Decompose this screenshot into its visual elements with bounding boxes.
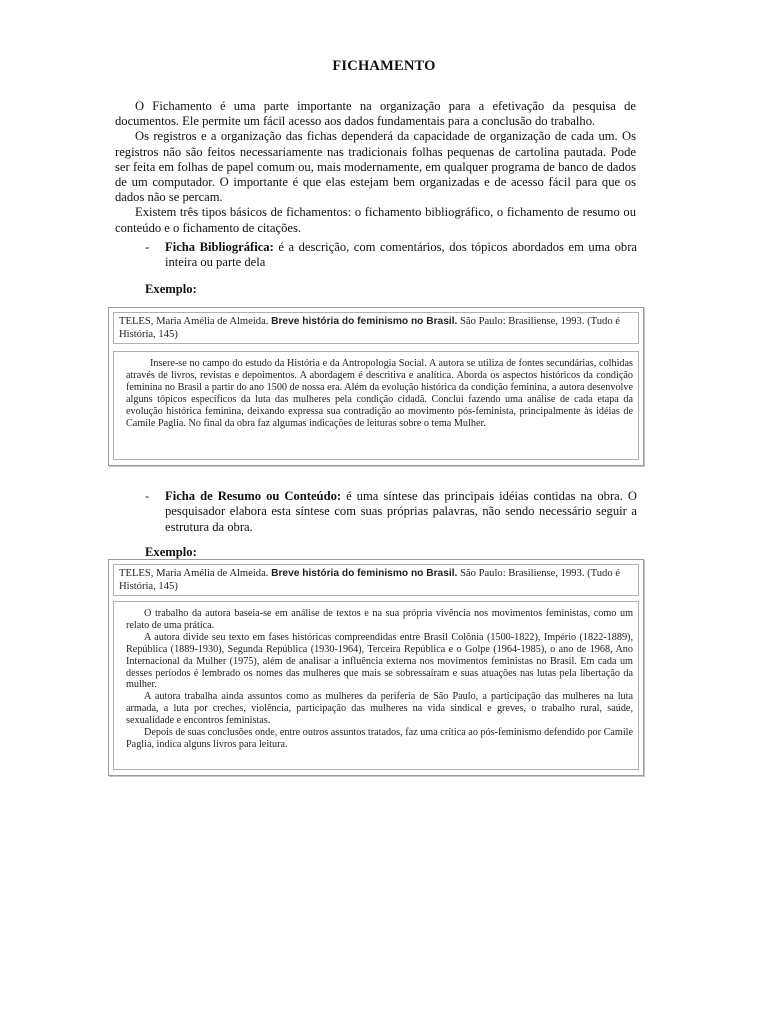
reference-title: Breve história do feminismo no Brasil. <box>271 568 458 579</box>
summary-paragraph: A autora trabalha ainda assuntos como as mulheres da periferia de São Paulo, a participação das mulheres na luta armada, a luta por creches, violência, participação das mulheres na vida sindical e greves, o trabalho rural, saúde, sexualidade e encontros feministas. <box>126 691 633 727</box>
page-title: FICHAMENTO <box>332 58 436 74</box>
reference-citation <box>113 564 639 596</box>
bullet-definition: é uma síntese das principais idéias contidas na obra. O pesquisador elabora esta síntese com suas próprias palavras, não sendo necessário seguir a estrutura da obra. <box>165 489 637 534</box>
summary-paragraph: A autora divide seu texto em fases históricas compreendidas entre Brasil Colônia (1500-1822), Império (1822-1889), República (1889-1930), Segunda República (1930-1964), Terceira República e o Golpe (1964-1985), o ano de 1968, Ano Internacional da Mulher (1975), além de analisar a influência externa nos movimentos feministas no Brasil. Em cada um desses períodos é lembrado os nomes das mulheres que mais se sobressaíram e suas atuações nas lutas pela libertação da mulher. <box>126 631 633 691</box>
summary-paragraph: O trabalho da autora baseia-se em análise de textos e na sua própria vivência nos movimentos feministas, como um relato de uma prática. <box>126 608 633 631</box>
example-label: Exemplo: <box>145 282 197 296</box>
intro-paragraph: O Fichamento é uma parte importante na organização para a efetivação da pesquisa de documentos. Ele permite um fácil acesso aos dados fundamentais para a conclusão do trabalho. <box>115 99 636 129</box>
intro-text <box>115 99 636 236</box>
bullet-dash: - <box>145 489 150 503</box>
bullet-definition: é a descrição, com comentários, dos tópicos abordados em uma obra inteira ou parte dela <box>165 240 637 270</box>
reference-citation <box>113 312 639 344</box>
bullet-term: Ficha de Resumo ou Conteúdo: <box>165 489 342 503</box>
summary-text <box>113 351 639 460</box>
bullet-text <box>165 240 637 271</box>
bullet-text <box>165 489 637 535</box>
intro-paragraph: Os registros e a organização das fichas dependerá da capacidade de organização de cada um. Os registros não são feitos necessariamente nas tradicionais folhas pequenas de cartolina pautada. Pode ser feita em folhas de papel comum ou, mais modernamente, em qualquer programa de banco de dados de um computador. O importante é que elas estejam bem organizadas e de acesso fácil para que os dados não se percam. <box>115 129 636 205</box>
example-label: Exemplo: <box>145 545 197 559</box>
reference-author: TELES, Maria Amélia de Almeida. <box>119 316 272 327</box>
summary-paragraph: Insere-se no campo do estudo da História e da Antropologia Social. A autora se utiliza de fontes secundárias, colhidas através de livros, revistas e depoimentos. A abordagem é descritiva e analítica. Aborda os aspectos históricos da condição feminina no Brasil a partir do ano 1500 de nossa era. Além da evolução histórica da condição feminina, a autora desenvolve alguns tópicos específicos da luta das mulheres pela condição cidadã. Conclui fazendo uma análise de cada etapa da evolução histórica feminina, deixando expressa sua contradição ao movimento pós-feminista, principalmente às idéias de Camile Paglia. No final da obra faz algumas indicações de leituras sobre o tema Mulher. <box>126 358 633 429</box>
bullet-dash: - <box>145 240 150 254</box>
reference-publication: São Paulo: Brasiliense, 1993. (Tudo é História, 145) <box>119 568 621 592</box>
summary-text <box>113 601 639 770</box>
reference-author: TELES, Maria Amélia de Almeida. <box>119 568 272 579</box>
bullet-term: Ficha Bibliográfica: <box>165 240 274 254</box>
reference-title: Breve história do feminismo no Brasil. <box>271 316 458 327</box>
example-box-resumo <box>108 559 644 776</box>
reference-publication: São Paulo: Brasiliense, 1993. (Tudo é História, 145) <box>119 316 621 340</box>
example-box-bibliografica <box>108 307 644 466</box>
bullet-ficha-bibliografica <box>145 240 637 271</box>
summary-paragraph: Depois de suas conclusões onde, entre outros assuntos tratados, faz uma crítica ao pós-feminismo defendido por Camile Paglia, indica alguns livros para leitura. <box>126 727 633 750</box>
bullet-ficha-resumo <box>145 489 637 535</box>
intro-paragraph: Existem três tipos básicos de fichamentos: o fichamento bibliográfico, o fichamento de resumo ou conteúdo e o fichamento de citações. <box>115 205 636 235</box>
